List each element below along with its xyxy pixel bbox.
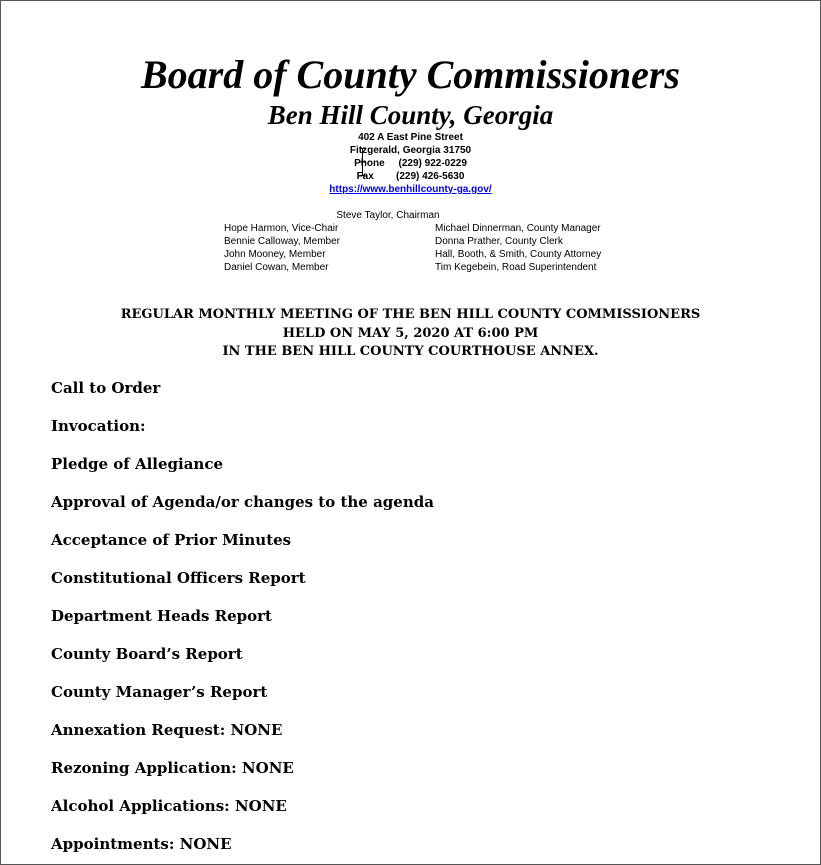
address-city: Fitzgerald, Georgia 31750 [349, 145, 472, 156]
official-name: Tim Kegebein, Road Superintendent [435, 262, 597, 273]
official-name: Hall, Booth, & Smith, County Attorney [435, 249, 602, 260]
agenda-item: County Manager’s Report [51, 683, 268, 701]
phone-number: Phone (229) 922-0229 [354, 158, 467, 169]
official-name: Donna Prather, County Clerk [435, 236, 563, 247]
chairman-name: Steve Taylor, Chairman [336, 210, 440, 221]
agenda-item: Appointments: NONE [51, 835, 232, 853]
meeting-heading-line: HELD ON MAY 5, 2020 AT 6:00 PM [282, 325, 539, 341]
official-name: Michael Dinnerman, County Manager [435, 223, 601, 234]
agenda-item: County Board’s Report [51, 645, 243, 663]
official-name: Hope Harmon, Vice-Chair [224, 223, 339, 234]
staff-column [435, 222, 601, 274]
official-name: John Mooney, Member [224, 249, 326, 260]
meeting-heading-line: IN THE BEN HILL COUNTY COURTHOUSE ANNEX. [222, 344, 599, 359]
agenda-item: Alcohol Applications: NONE [51, 797, 287, 815]
fax-number: Fax (229) 426-5630 [356, 171, 465, 182]
agenda-item: Acceptance of Prior Minutes [51, 531, 292, 549]
agenda-item: Constitutional Officers Report [51, 569, 306, 587]
board-title: Board of County Commissioners [140, 52, 680, 97]
agenda-item: Rezoning Application: NONE [51, 759, 294, 777]
members-column [224, 222, 340, 274]
county-subtitle: Ben Hill County, Georgia [267, 100, 554, 130]
agenda-item: Pledge of Allegiance [51, 455, 224, 473]
meeting-heading [1, 306, 820, 362]
official-name: Bennie Calloway, Member [224, 236, 340, 247]
meeting-heading-line: REGULAR MONTHLY MEETING OF THE BEN HILL COUNTY COMMISSIONERS [120, 307, 701, 322]
website-link[interactable]: https://www.benhillcounty-ga.gov/ [329, 184, 492, 195]
agenda-item: Approval of Agenda/or changes to the agenda [51, 493, 434, 511]
agenda-list [51, 377, 791, 865]
text-cursor-icon [359, 148, 366, 176]
agenda-item: Invocation: [51, 417, 146, 435]
address-street: 402 A East Pine Street [358, 132, 463, 143]
agenda-item: Call to Order [51, 379, 161, 397]
agenda-item: Department Heads Report [51, 607, 272, 625]
agenda-item: Annexation Request: NONE [51, 721, 283, 739]
official-name: Daniel Cowan, Member [224, 262, 329, 273]
